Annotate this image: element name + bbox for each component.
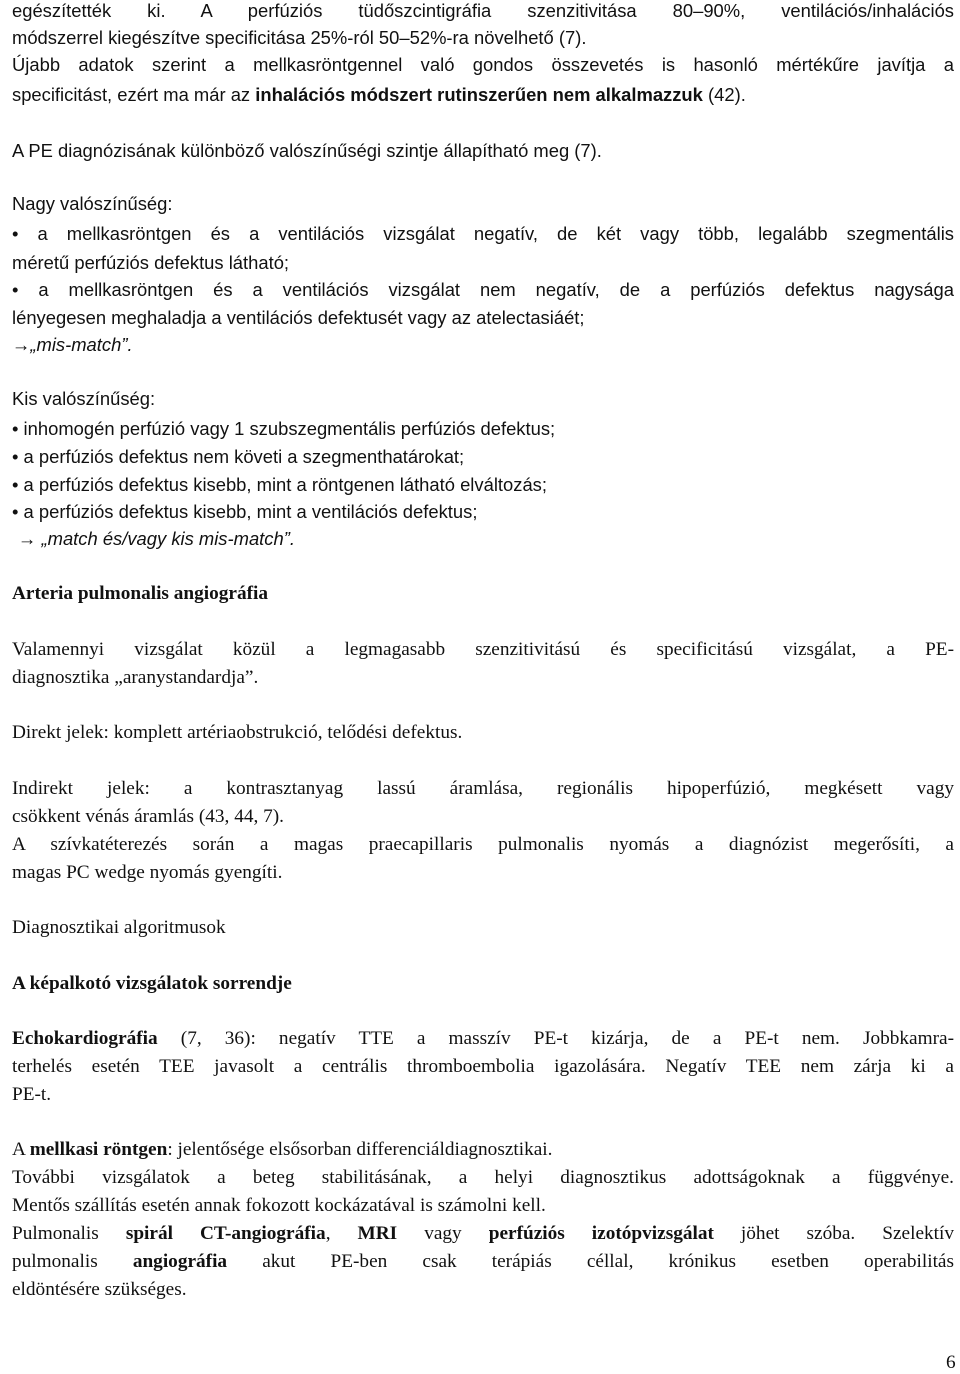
match-label: „match és/vagy kis mis-match”.	[41, 528, 295, 549]
list-item: • a perfúziós defektus nem követi a szegmenthatárokat;	[12, 446, 465, 467]
section-heading: Arteria pulmonalis angiográfia	[12, 583, 269, 604]
intro-line: módszerrel kiegészítve specificitása 25%-ról 50–52%-ra növelhető (7).	[12, 27, 587, 48]
paragraph-line: A szívkatéterezés során a magas praecapillaris pulmonalis nyomás a diagnózist megerősíti, a	[12, 834, 954, 855]
low-probability-heading: Kis valószínűség:	[12, 388, 156, 409]
paragraph-line: PE-t.	[12, 1084, 52, 1105]
paragraph-line: csökkent vénás áramlás (43, 44, 7).	[12, 806, 284, 827]
intro-text: specificitást, ezért ma már az	[12, 84, 256, 105]
intro-emphasis: inhalációs módszert rutinszerűen nem alkalmazzuk	[255, 84, 703, 105]
pe-levels-sentence: A PE diagnózisának különböző valószínűségi szintje állapítható meg (7).	[12, 140, 602, 161]
arrow-icon: →	[18, 528, 37, 549]
paragraph-line: magas PC wedge nyomás gyengíti.	[12, 862, 283, 883]
list-item-cont: lényegesen meghaladja a ventilációs defektusét vagy az atelectasiáét;	[12, 307, 585, 328]
direct-signs: Direkt jelek: komplett artériaobstrukció, telődési defektus.	[12, 722, 463, 743]
paragraph-line: diagnosztika „aranystandardja”.	[12, 667, 259, 688]
page-number: 6	[946, 1352, 956, 1373]
paragraph-line: További vizsgálatok a beteg stabilitásának, a helyi diagnosztikus adottságoknak a függvénye.	[12, 1167, 954, 1188]
paragraph-line: Indirekt jelek: a kontrasztanyag lassú áramlása, regionális hipoperfúzió, megkésett vagy	[12, 778, 954, 799]
list-item: • inhomogén perfúzió vagy 1 szubszegmentális perfúziós defektus;	[12, 418, 556, 439]
arrow-icon: →	[12, 334, 31, 355]
intro-line: egészítették ki. A perfúziós tüdőszcintigráfia szenzitivitása 80–90%, ventilációs/inhalációs	[12, 0, 954, 21]
list-item-cont: méretű perfúziós defektus látható;	[12, 252, 290, 273]
mismatch-label: „mis-match”.	[30, 334, 133, 355]
section-heading: A képalkotó vizsgálatok sorrendje	[12, 973, 292, 994]
paragraph-line: Echokardiográfia (7, 36): negatív TTE a masszív PE-t kizárja, de a PE-t nem. Jobbkamra-	[12, 1028, 954, 1049]
list-item: • a mellkasröntgen és a ventilációs vizsgálat negatív, de két vagy több, legalább szegmentális	[12, 223, 954, 244]
paragraph-line: Mentős szállítás esetén annak fokozott kockázatával is számolni kell.	[12, 1195, 546, 1216]
list-item: • a perfúziós defektus kisebb, mint a röntgenen látható elváltozás;	[12, 474, 547, 495]
paragraph-line: Pulmonalis spirál CT-angiográfia, MRI vagy perfúziós izotópvizsgálat jöhet szóba. Szelektív	[12, 1223, 955, 1244]
paragraph-line: eldöntésére szükséges.	[12, 1279, 187, 1300]
mismatch-line	[12, 332, 133, 358]
section-title: Diagnosztikai algoritmusok	[12, 917, 226, 938]
paragraph-line: pulmonalis angiográfia akut PE-ben csak terápiás céllal, krónikus esetben operabilitás	[12, 1251, 954, 1272]
intro-text: (42).	[702, 84, 746, 105]
intro-line: Újabb adatok szerint a mellkasröntgennel való gondos összevetés is hasonló mértékűre javítja a	[12, 54, 954, 75]
echo-label: Echokardiográfia	[12, 1028, 158, 1049]
list-item: • a mellkasröntgen és a ventilációs vizsgálat nem negatív, de a perfúziós defektus nagysága	[12, 279, 954, 300]
paragraph-line: Valamennyi vizsgálat közül a legmagasabb szenzitivitású és specificitású vizsgálat, a PE-	[12, 639, 954, 660]
paragraph-line: terhelés esetén TEE javasolt a centrális thromboembolia igazolására. Negatív TEE nem zárja ki a	[12, 1056, 954, 1077]
high-probability-heading: Nagy valószínűség:	[12, 193, 173, 214]
match-line	[18, 526, 295, 552]
intro-line	[12, 82, 746, 108]
list-item: • a perfúziós defektus kisebb, mint a ventilációs defektus;	[12, 501, 478, 522]
xray-label: mellkasi röntgen	[29, 1139, 168, 1160]
paragraph-line: A mellkasi röntgen: jelentősége elsősorban differenciáldiagnosztikai.	[12, 1139, 553, 1160]
